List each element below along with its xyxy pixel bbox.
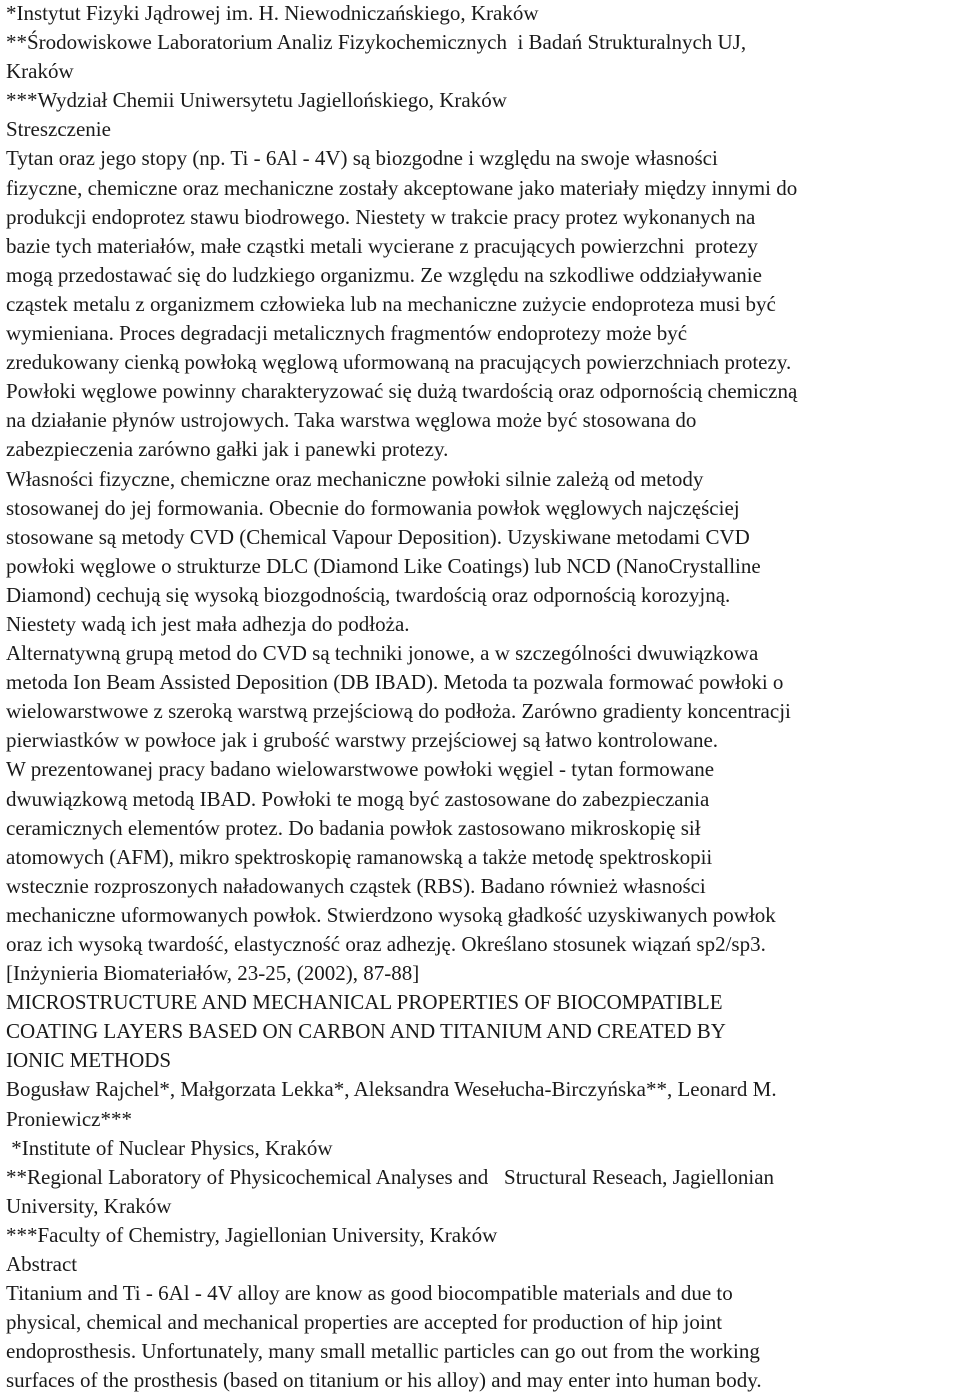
body-line: stosowanej do jej formowania. Obecnie do formowania powłok węglowych najczęściej xyxy=(6,495,740,520)
authors-line: Bogusław Rajchel*, Małgorzata Lekka*, Aleksandra Wesełucha-Birczyńska**, Leonard M. xyxy=(6,1077,777,1102)
affiliation-line: *Institute of Nuclear Physics, Kraków xyxy=(6,1135,333,1160)
body-line: Diamond) cechują się wysoką biozgodnością, twardością oraz odpornością korozyjną. xyxy=(6,582,731,607)
section-heading-streszczenie: Streszczenie xyxy=(6,117,111,142)
body-line: bazie tych materiałów, małe cząstki metali wycierane z pracujących powierzchni protezy xyxy=(6,233,758,258)
body-line: Titanium and Ti - 6Al - 4V alloy are know as good biocompatible materials and due to xyxy=(6,1281,733,1306)
section-heading-abstract: Abstract xyxy=(6,1252,78,1277)
english-title-line: COATING LAYERS BASED ON CARBON AND TITANIUM AND CREATED BY xyxy=(6,1019,726,1044)
affiliation-line: *Instytut Fizyki Jądrowej im. H. Niewodniczańskiego, Kraków xyxy=(6,1,539,25)
body-line: ceramicznych elementów protez. Do badania powłok zastosowano mikroskopię sił xyxy=(6,815,701,840)
body-line: W prezentowanej pracy badano wielowarstwowe powłoki węgiel - tytan formowane xyxy=(6,757,715,782)
affiliation-line: University, Kraków xyxy=(6,1193,172,1218)
body-line: stosowane są metody CVD (Chemical Vapour Deposition). Uzyskiwane metodami CVD xyxy=(6,524,750,549)
affiliation-line: **Regional Laboratory of Physicochemical Analyses and Structural Reseach, Jagiellonian xyxy=(6,1164,775,1189)
body-line: metoda Ion Beam Assisted Deposition (DB IBAD). Metoda ta pozwala formować powłoki o xyxy=(6,670,784,695)
body-line: atomowych (AFM), mikro spektroskopię ramanowską a także metodę spektroskopii xyxy=(6,844,713,869)
body-line: Niestety wadą ich jest mała adhezja do podłoża. xyxy=(6,611,410,636)
body-line: Własności fizyczne, chemiczne oraz mechaniczne powłoki silnie zależą od metody xyxy=(6,466,704,491)
body-line: zabezpieczenia zarówno gałki jak i panewki protezy. xyxy=(6,437,449,462)
body-line: endoprosthesis. Unfortunately, many small metallic particles can go out from the working xyxy=(6,1339,760,1364)
body-line: mogą przedostawać się do ludzkiego organizmu. Ze względu na szkodliwe oddziaływanie xyxy=(6,262,762,287)
body-line: na działanie płynów ustrojowych. Taka warstwa węglowa może być stosowana do xyxy=(6,408,697,433)
body-line: powłoki węglowe o strukturze DLC (Diamond Like Coatings) lub NCD (NanoCrystalline xyxy=(6,553,761,578)
body-line: dwuwiązkową metodą IBAD. Powłoki te mogą być zastosowane do zabezpieczania xyxy=(6,786,710,811)
affiliation-line: Kraków xyxy=(6,59,74,84)
citation-line: [Inżynieria Biomateriałów, 23-25, (2002), 87-88] xyxy=(6,961,420,986)
body-line: Powłoki węglowe powinny charakteryzować się dużą twardością oraz odpornością chemiczną xyxy=(6,379,798,404)
body-line: wstecznie rozproszonych naładowanych cząstek (RBS). Badano również własności xyxy=(6,873,706,898)
authors-line: Proniewicz*** xyxy=(6,1106,132,1131)
body-line: Tytan oraz jego stopy (np. Ti - 6Al - 4V) są biozgodne i względu na swoje własności xyxy=(6,146,718,171)
affiliation-line: ***Wydział Chemii Uniwersytetu Jagiellońskiego, Kraków xyxy=(6,88,507,113)
english-title-line: IONIC METHODS xyxy=(6,1048,172,1073)
affiliation-line: **Środowiskowe Laboratorium Analiz Fizykochemicznych i Badań Strukturalnych UJ, xyxy=(6,30,747,55)
body-line: surfaces of the prosthesis (based on titanium or his alloy) and may enter into human body. xyxy=(6,1368,762,1393)
body-line: Alternatywną grupą metod do CVD są techniki jonowe, a w szczególności dwuwiązkowa xyxy=(6,641,759,666)
body-line: wymieniana. Proces degradacji metalicznych fragmentów endoprotezy może być xyxy=(6,321,688,346)
body-line: mechaniczne uformowanych powłok. Stwierdzono wysoką gładkość uzyskiwanych powłok xyxy=(6,902,776,927)
body-line: produkcji endoprotez stawu biodrowego. Niestety w trakcie pracy protez wykonanych na xyxy=(6,204,756,229)
affiliation-line: ***Faculty of Chemistry, Jagiellonian University, Kraków xyxy=(6,1222,498,1247)
body-line: pierwiastków w powłoce jak i grubość warstwy przejściowej są łatwo kontrolowane. xyxy=(6,728,719,753)
body-line: physical, chemical and mechanical properties are accepted for production of hip joint xyxy=(6,1310,723,1335)
english-title-line: MICROSTRUCTURE AND MECHANICAL PROPERTIES OF BIOCOMPATIBLE xyxy=(6,990,723,1015)
document-text xyxy=(6,0,958,1396)
body-line: wielowarstwowe z szeroką warstwą przejściową do podłoża. Zarówno gradienty koncentracji xyxy=(6,699,791,724)
body-line: zredukowany cienką powłoką węglową uformowaną na pracujących powierzchniach protezy. xyxy=(6,350,792,375)
body-line: cząstek metalu z organizmem człowieka lub na mechaniczne zużycie endoproteza musi być xyxy=(6,291,776,316)
body-line: fizyczne, chemiczne oraz mechaniczne zostały akceptowane jako materiały między innymi do xyxy=(6,175,798,200)
body-line: oraz ich wysoką twardość, elastyczność oraz adhezję. Określano stosunek wiązań sp2/sp3. xyxy=(6,932,766,956)
